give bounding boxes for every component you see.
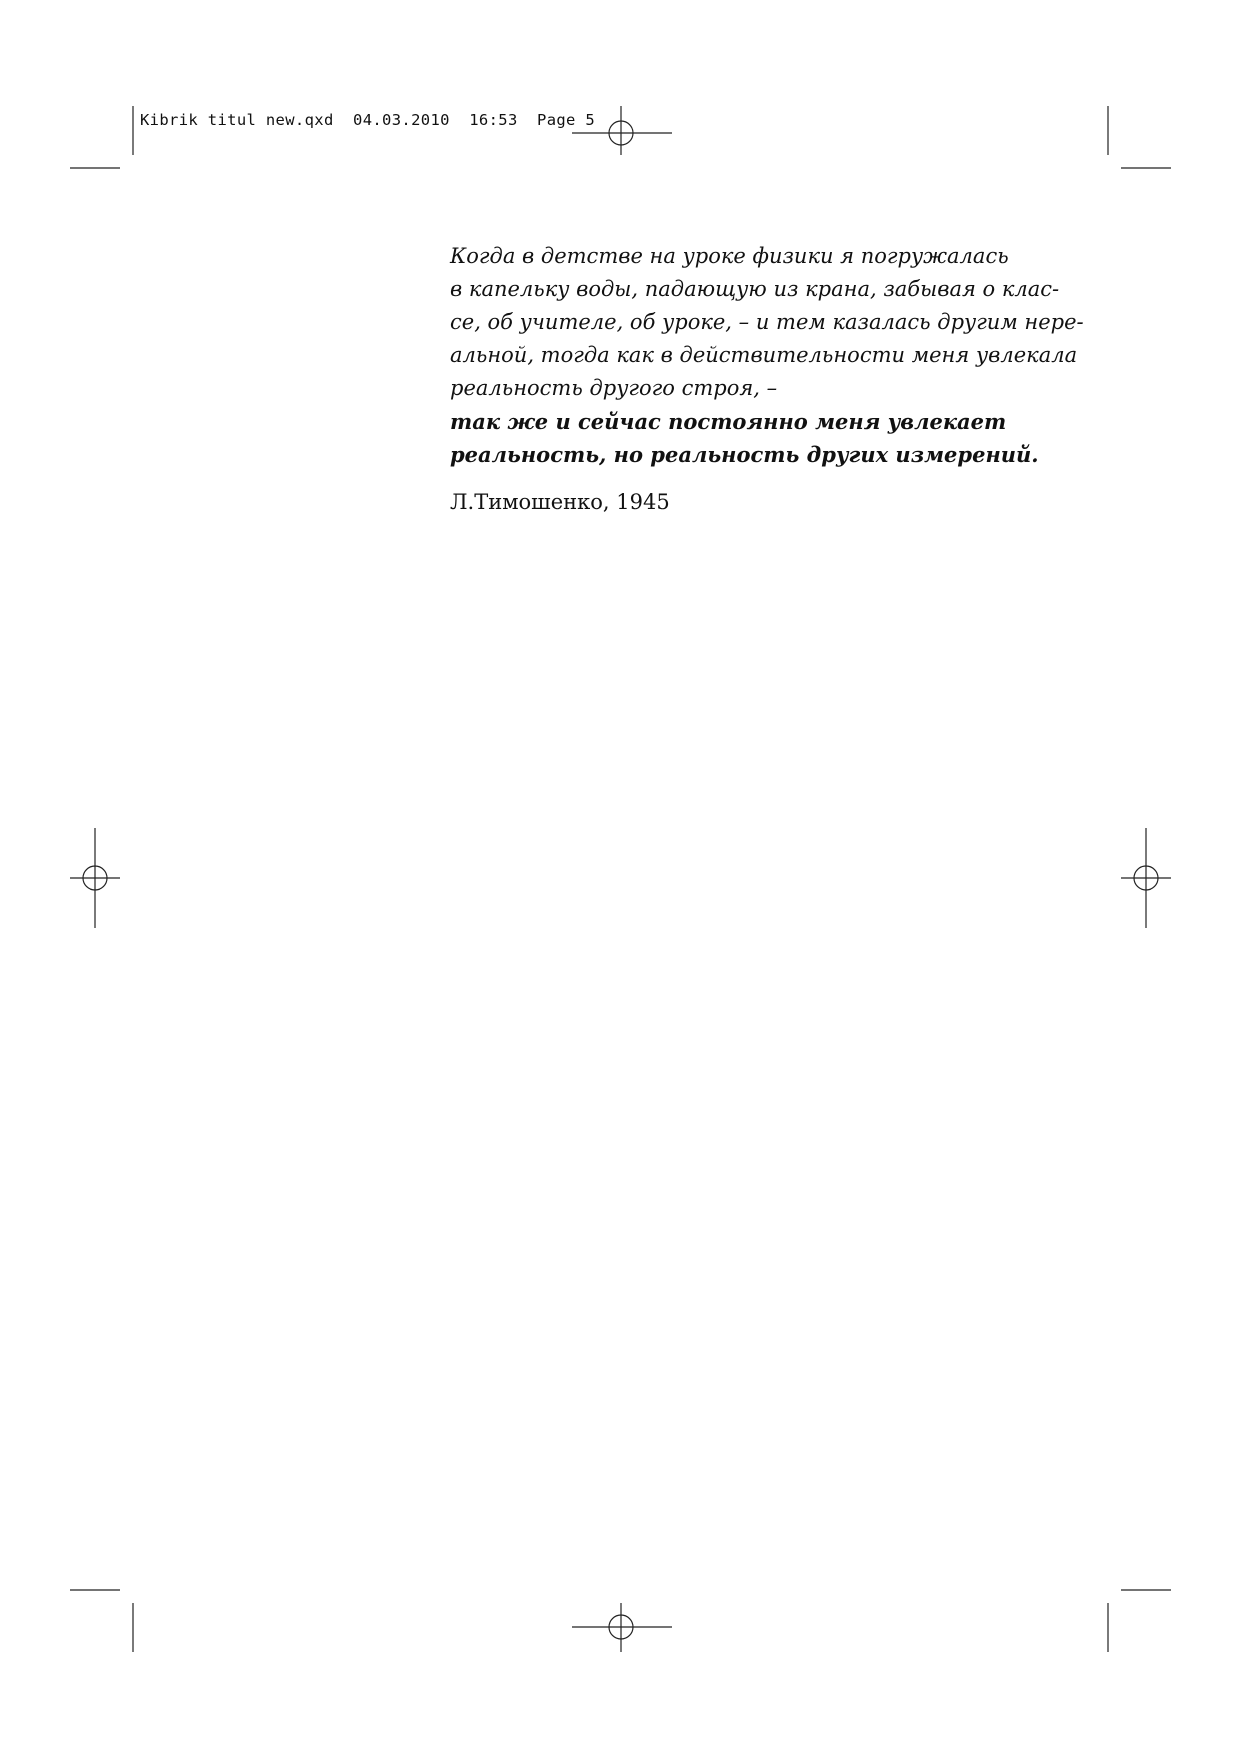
slug-date: 04.03.2010 xyxy=(353,111,450,129)
epigraph-line-1: Когда в детстве на уроке физики я погружалась xyxy=(450,244,1009,268)
registration-mark-bottom-icon xyxy=(572,1603,672,1652)
epigraph-line-5: реальность другого строя, – xyxy=(450,376,778,400)
epigraph-bold-line-2: реальность, но реальность других измерений. xyxy=(450,442,1039,467)
epigraph-attribution: Л.Тимошенко, 1945 xyxy=(450,490,670,514)
slug-time: 16:53 xyxy=(469,111,518,129)
epigraph xyxy=(450,240,1084,517)
epigraph-line-2: в капельку воды, падающую из крана, забывая о клас- xyxy=(450,277,1060,301)
registration-mark-left-icon xyxy=(70,828,120,928)
printer-slug-line xyxy=(140,110,595,130)
registration-mark-right-icon xyxy=(1121,828,1171,928)
slug-page-label: Page 5 xyxy=(537,111,596,129)
epigraph-line-3: се, об учителе, об уроке, – и тем казалась другим нере- xyxy=(450,310,1084,334)
slug-filename: Kibrik titul new.qxd xyxy=(140,111,334,129)
epigraph-bold-line-1: так же и сейчас постоянно меня увлекает xyxy=(450,409,1007,434)
epigraph-line-4: альной, тогда как в действительности меня увлекала xyxy=(450,343,1078,367)
